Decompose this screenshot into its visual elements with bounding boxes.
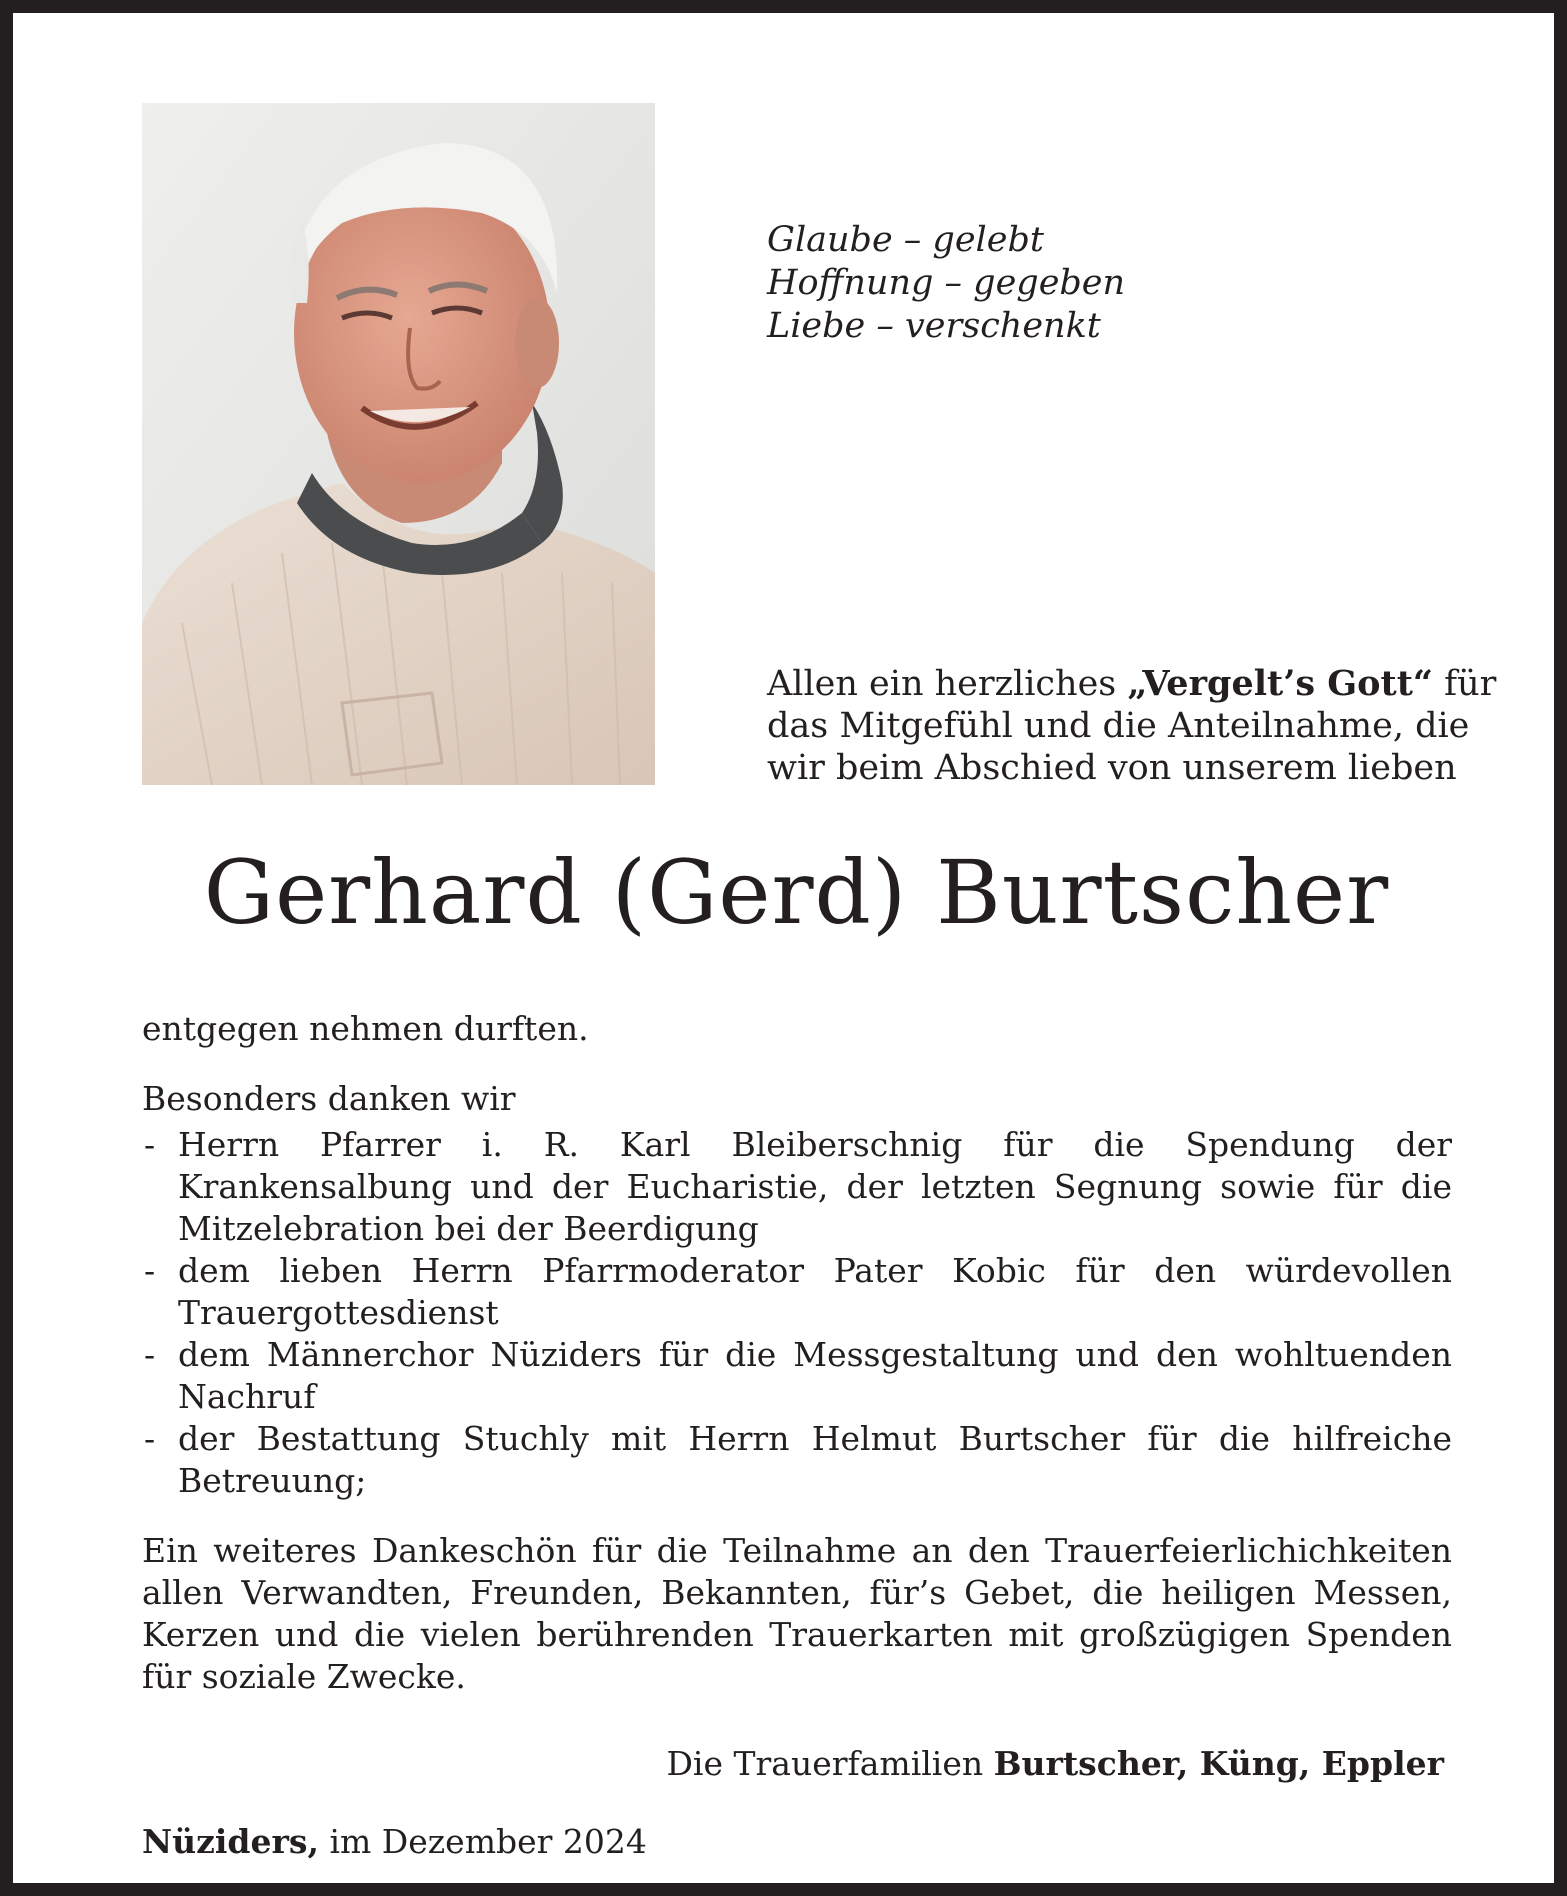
motto xyxy=(767,219,1125,348)
dash-bullet: - xyxy=(144,1125,156,1164)
signature-prefix: Die Trauerfamilien xyxy=(666,1744,994,1783)
place: Nüziders, xyxy=(142,1822,319,1861)
motto-line-3: Liebe – verschenkt xyxy=(767,306,1101,346)
vergelts-gott: „Vergelt’s Gott“ xyxy=(1127,663,1433,704)
list-item-text: Herrn Pfarrer i. R. Karl Bleiberschnig für die Spendung der Krankensalbung und der Eucharistie, der letzten Segnung sowie für die Mitzelebration bei der Beerdigung xyxy=(178,1125,1452,1248)
thanks-list xyxy=(142,1124,1452,1502)
list-item xyxy=(142,1418,1452,1502)
motto-line-2: Hoffnung – gegeben xyxy=(767,263,1126,303)
portrait-photo xyxy=(142,103,655,785)
motto-line-1: Glaube – gelebt xyxy=(767,220,1044,260)
thanks-intro-line-1 xyxy=(767,663,1497,705)
date: im Dezember 2024 xyxy=(318,1822,647,1861)
list-item-text: dem lieben Herrn Pfarrmoderator Pater Kobic für den würdevollen Trauergottesdienst xyxy=(178,1251,1452,1332)
place-date xyxy=(142,1821,647,1863)
closing-text: Ein weiteres Dankeschön für die Teilnahme an den Trauerfeierlichichkeiten allen Verwandten, Freunden, Bekannten, für’s Gebet, die heiligen Messen, Kerzen und die vielen berührenden Trauerkarten mit großzügigen Spenden für soziale Zwecke. xyxy=(142,1531,1452,1696)
deceased-name: Gerhard (Gerd) Burtscher xyxy=(203,841,1390,944)
dash-bullet: - xyxy=(144,1335,156,1374)
signature xyxy=(142,1743,1444,1785)
list-item xyxy=(142,1334,1452,1418)
continuation-text: entgegen nehmen durften. xyxy=(142,1009,589,1048)
thanks-intro-line-3: wir beim Abschied von unserem lieben xyxy=(767,748,1457,788)
signature-families: Burtscher, Küng, Eppler xyxy=(993,1744,1444,1783)
list-item xyxy=(142,1124,1452,1250)
list-item-text: dem Männerchor Nüziders für die Messgestaltung und den wohltuenden Nachruf xyxy=(178,1335,1452,1416)
dash-bullet: - xyxy=(144,1419,156,1458)
body-text xyxy=(142,1008,1452,1698)
lead-text: Besonders danken wir xyxy=(142,1079,516,1118)
list-item-text: der Bestattung Stuchly mit Herrn Helmut Burtscher für die hilfreiche Betreuung; xyxy=(178,1419,1452,1500)
thanks-intro-suffix: für xyxy=(1433,664,1497,704)
thanks-intro-prefix: Allen ein herzliches xyxy=(767,664,1128,704)
dash-bullet: - xyxy=(144,1251,156,1290)
list-item xyxy=(142,1250,1452,1334)
thanks-intro xyxy=(767,663,1497,789)
thanks-intro-line-2: das Mitgefühl und die Anteilnahme, die xyxy=(767,706,1470,746)
portrait-illustration xyxy=(142,103,655,785)
